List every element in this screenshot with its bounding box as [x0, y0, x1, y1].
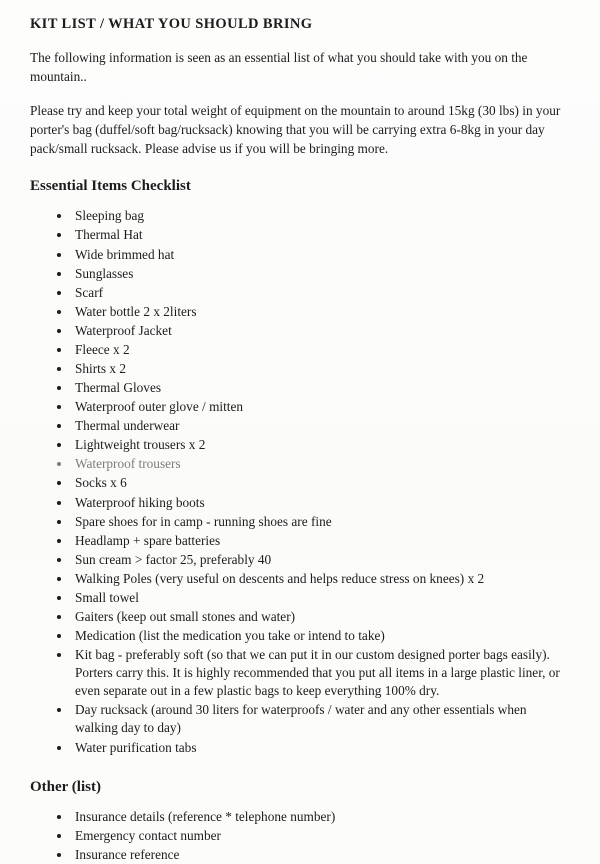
list-item: • Emergency contact number [72, 827, 566, 845]
list-item: • Wide brimmed hat [72, 246, 566, 264]
list-item: • Sunglasses [72, 265, 566, 283]
list-item: • Sun cream > factor 25, preferably 40 [72, 551, 566, 569]
list-item: • Small towel [72, 589, 566, 607]
list-item: • Lightweight trousers x 2 [72, 436, 566, 454]
list-item: • Socks x 6 [72, 474, 566, 492]
essential-items-heading: Essential Items Checklist [30, 178, 191, 195]
list-item: • Spare shoes for in camp - running shoes are fine [72, 513, 566, 531]
list-item: • Waterproof trousers [72, 455, 566, 473]
list-item: • Thermal Gloves [72, 379, 566, 397]
list-item: • Water purification tabs [72, 739, 566, 757]
list-item: • Scarf [72, 284, 566, 302]
list-item: • Waterproof hiking boots [72, 494, 566, 512]
list-item: • Insurance reference [72, 846, 566, 864]
list-item: • Gaiters (keep out small stones and water) [72, 608, 566, 626]
other-items-list [30, 808, 566, 864]
list-item: • Insurance details (reference * telephone number) [72, 808, 566, 826]
list-item: • Walking Poles (very useful on descents and helps reduce stress on knees) x 2 [72, 570, 566, 588]
list-item: • Shirts x 2 [72, 360, 566, 378]
list-item: • Sleeping bag [72, 207, 566, 225]
weight-note-paragraph: Please try and keep your total weight of equipment on the mountain to around 15kg (30 lbs) in your porter's bag (duffel/soft bag/rucksack) knowing that you will be carrying extra 6-8kg in your day pack/small rucksack. Please advise us if you will be bringing more. [30, 102, 561, 156]
list-item: • Waterproof Jacket [72, 322, 566, 340]
intro-paragraph: The following information is seen as an essential list of what you should take with you on the mountain.. [30, 50, 528, 84]
list-item: • Medication (list the medication you take or intend to take) [72, 627, 566, 645]
essential-items-list [30, 207, 566, 756]
list-item: • Waterproof outer glove / mitten [72, 398, 566, 416]
list-item: • Headlamp + spare batteries [72, 532, 566, 550]
list-item: • Thermal Hat [72, 226, 566, 244]
list-item: • Thermal underwear [72, 417, 566, 435]
document-title: KIT LIST / WHAT YOU SHOULD BRING [30, 16, 313, 32]
list-item: • Kit bag - preferably soft (so that we can put it in our custom designed porter bags easily). Porters carry this. It is highly recommended that you put all items in a large plastic liner, or even separate out in a few plastic bags to keep everything 100% dry. [72, 646, 566, 700]
list-item: • Fleece x 2 [72, 341, 566, 359]
other-list-heading: Other (list) [30, 778, 101, 795]
list-item: • Day rucksack (around 30 liters for waterproofs / water and any other essentials when walking day to day) [72, 701, 566, 737]
list-item: • Water bottle 2 x 2liters [72, 303, 566, 321]
